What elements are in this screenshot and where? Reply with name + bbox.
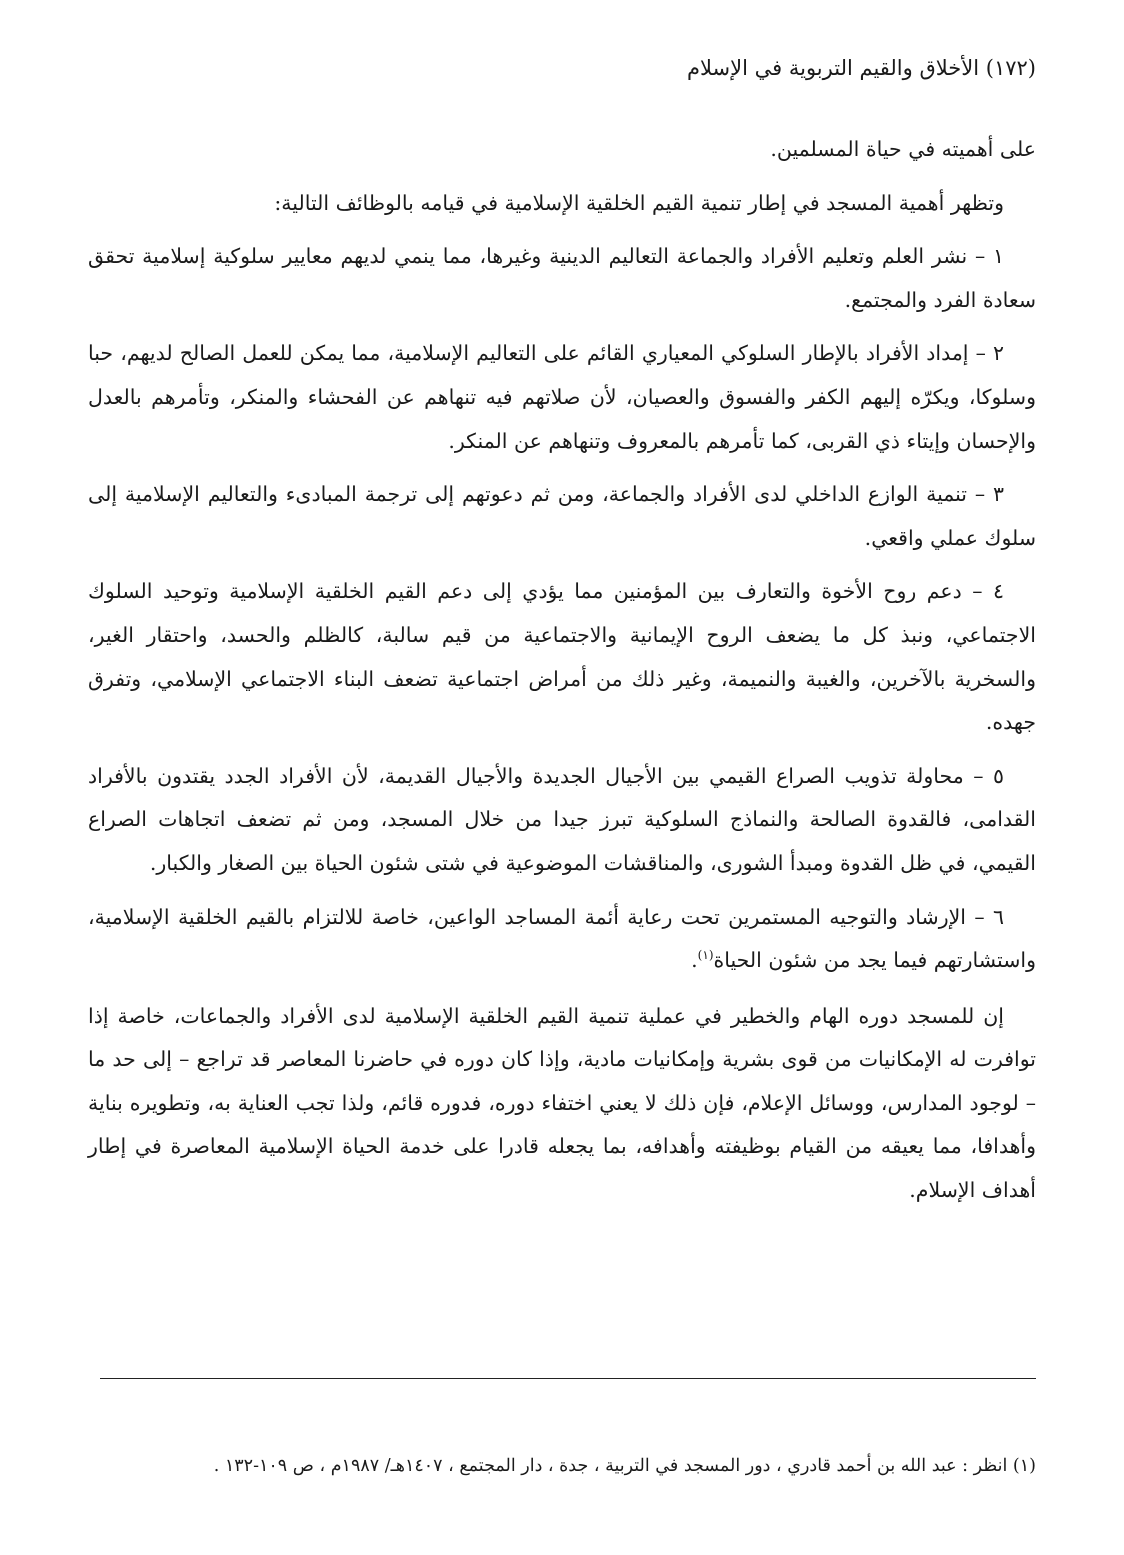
list-item-2: ٢ – إمداد الأفراد بالإطار السلوكي المعياري القائم على التعاليم الإسلامية، مما يمكن للعمل الصالح لديهم، حبا وسلوكا، ويكرّه إليهم الكفر والفسوق والعصيان، لأن صلاتهم فيه تنهاهم عن الفحشاء والمنكر، وتأمرهم بالعدل والإحسان وإيتاء ذي القربى، كما تأمرهم بالمعروف وتنهاهم عن المنكر. xyxy=(88,341,1036,453)
list-item-3: ٣ – تنمية الوازع الداخلي لدى الأفراد والجماعة، ومن ثم دعوتهم إلى ترجمة المبادىء والتعاليم الإسلامية إلى سلوك عملي واقعي. xyxy=(88,482,1036,550)
list-item-5: ٥ – محاولة تذويب الصراع القيمي بين الأجيال الجديدة والأجيال القديمة، لأن الأفراد الجدد يقتدون بالأفراد القدامى، فالقدوة الصالحة والنماذج السلوكية تبرز جيدا من خلال المسجد، ومن ثم تضعف اتجاهات الصراع القيمي، في ظل القدوة ومبدأ الشورى، والمناقشات الموضوعية في شتى شئون الحياة بين الصغار والكبار. xyxy=(88,763,1036,875)
list-item-1: ١ – نشر العلم وتعليم الأفراد والجماعة التعاليم الدينية وغيرها، مما ينمي لديهم معايير سلوكية إسلامية تحقق سعادة الفرد والمجتمع. xyxy=(88,244,1036,312)
paragraph-closing: إن للمسجد دوره الهام والخطير في عملية تنمية القيم الخلقية الإسلامية لدى الأفراد والجماعات، خاصة إذا توافرت له الإمكانيات من قوى بشرية وإمكانيات مادية، وإذا كان دوره في حاضرنا المعاصر قد تراجع – إلى حد ما – لوجود المدارس، ووسائل الإعلام، فإن ذلك لا يعني اختفاء دوره، فدوره قائم، ولذا تجب العناية به، وتطويره بناية وأهدافا، مما يعيقه من القيام بوظيفته وأهدافه، بما يجعله قادرا على خدمة الحياة الإسلامية المعاصرة في إطار أهداف الإسلام. xyxy=(88,1003,1036,1203)
list-item-4: ٤ – دعم روح الأخوة والتعارف بين المؤمنين مما يؤدي إلى دعم القيم الخلقية الإسلامية وتوحيد السلوك الاجتماعي، ونبذ كل ما يضعف الروح الإيمانية والاجتماعية من قيم سالبة، كالظلم والحسد، واحتقار الغير، والسخرية بالآخرين، والغيبة والنميمة، وغير ذلك من أمراض اجتماعية تضعف البناء الاجتماعي الإسلامي، وتفرق جهده. xyxy=(88,579,1036,735)
paragraph-intro: وتظهر أهمية المسجد في إطار تنمية القيم الخلقية الإسلامية في قيامه بالوظائف التالية: xyxy=(274,190,1004,215)
list-item-6-end: . xyxy=(691,948,698,973)
paragraph-continuation: على أهميته في حياة المسلمين. xyxy=(770,137,1036,161)
footnote-reference[interactable]: (١) xyxy=(697,948,714,963)
list-item-6 xyxy=(88,896,1036,983)
running-header: (١٧٢) الأخلاق والقيم التربوية في الإسلام xyxy=(687,56,1036,80)
main-text xyxy=(88,128,1036,1223)
footnote-divider xyxy=(100,1378,1036,1379)
list-item-6-text: ٦ – الإرشاد والتوجيه المستمرين تحت رعاية أئمة المساجد الواعين، خاصة للالتزام بالقيم الخلقية الإسلامية، واستشارتهم فيما يجد من شئون الحياة xyxy=(88,904,1036,973)
footnote: (١) انظر : عبد الله بن أحمد قادري ، دور المسجد في التربية ، جدة ، دار المجتمع ، ١٤٠٧هـ/ ١٩٨٧م ، ص ١٠٩-١٣٢ . xyxy=(213,1456,1036,1476)
